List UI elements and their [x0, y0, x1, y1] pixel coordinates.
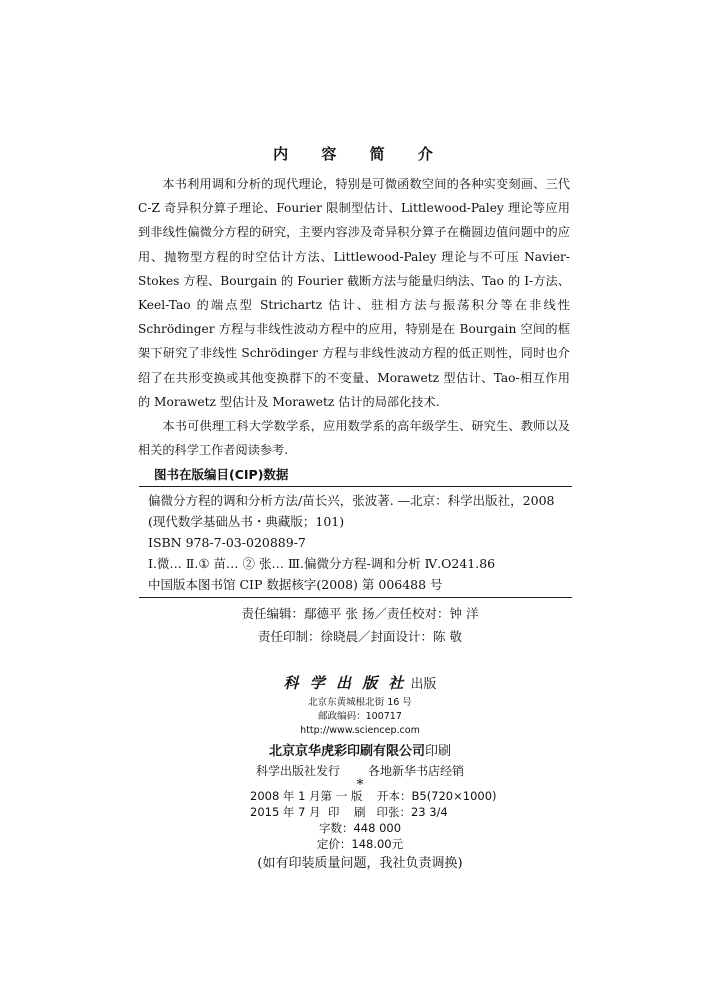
separator-star: * [356, 777, 364, 793]
price: 定价：148.00元 [316, 837, 404, 851]
editors-line-1: 责任编辑：鄢德平 张 扬／责任校对：钟 洋 [241, 606, 479, 621]
publisher-website: http://www.sciencep.com [300, 725, 420, 736]
cip-line-isbn: ISBN 978-7-03-020889-7 [148, 535, 306, 550]
quality-note: (如有印装质量问题，我社负责调换) [257, 856, 463, 871]
publisher-suffix: 出版 [410, 677, 437, 692]
printer-line [0, 742, 720, 762]
printer-name: 北京京华虎彩印刷有限公司 [268, 744, 425, 759]
printer-suffix: 印刷 [425, 744, 452, 759]
publisher-logo: 科 学 出 版 社 [283, 674, 407, 692]
publisher-block [0, 672, 720, 793]
cip-line-title: 偏微分方程的调和分析方法/苗长兴，张波著. —北京：科学出版社，2008 [148, 493, 555, 508]
cip-line-series: (现代数学基础丛书・典藏版；101) [148, 514, 345, 529]
cip-line-classification: Ⅰ.微… Ⅱ.① 苗… ② 张… Ⅲ.偏微分方程-调和分析 Ⅳ.O241.86 [148, 556, 496, 571]
cip-line-record: 中国版本图书馆 CIP 数据核字(2008) 第 006488 号 [148, 577, 443, 592]
cip-block [148, 490, 572, 595]
intro-paragraph-2: 本书可供理工科大学数学系，应用数学系的高年级学生、研究生、教师以及相关的科学工作者阅读参考. [138, 419, 570, 458]
publisher-address: 北京东黄城根北街 16 号 [308, 697, 412, 708]
editors-line-2: 责任印制：徐晓晨／封面设计：陈 敬 [258, 629, 462, 644]
editors-credits [0, 602, 720, 648]
cip-heading: 图书在版编目(CIP)数据 [154, 467, 289, 482]
page-title: 内 容 简 介 [273, 145, 447, 163]
publisher-postcode: 邮政编码：100717 [318, 711, 402, 722]
edition-line-1: 2008 年 1 月第 一 版 开本：B5(720×1000) [250, 789, 497, 803]
publisher-line [0, 672, 720, 696]
introduction [138, 172, 570, 462]
distribution-issuer: 科学出版社发行 [255, 764, 340, 778]
edition-line-2: 2015 年 7 月 印 刷 印张：23 3/4 [250, 805, 448, 819]
price-block [0, 820, 720, 852]
distribution-seller: 各地新华书店经销 [368, 764, 465, 778]
cip-top-rule [139, 486, 572, 487]
edition-info [250, 788, 497, 820]
cip-bottom-rule [139, 597, 572, 598]
intro-paragraph-1: 本书利用调和分析的现代理论，特别是可微函数空间的各种实变刻画、三代 C-Z 奇异积分算子理论、Fourier 限制型估计、Littlewood-Paley 理论等应用到非线性偏微分方程的研究，主要内容涉及奇异积分算子在椭圆边值问题中的应用、抛物型方程的时空估计方法、Littlewood-Paley 理论与不可压 Navier-Stokes 方程、Bourgain 的 Fourier 截断方法与能量归纳法、Tao 的 I-方法、Keel-Tao 的端点型 Strichartz 估计、驻相方法与振荡积分等在非线性 Schrödinger 方程与非线性波动方程中的应用，特别是在 Bourgain 空间的框架下研究了非线性 Schrödinger 方程与非线性波动方程的低正则性，同时也介绍了在共形变换或其他变换群下的不变量、Morawetz 型估计、Tao-相互作用的 Morawetz 型估计及 Morawetz 估计的局部化技术. [138, 177, 570, 409]
word-count: 字数：448 000 [318, 821, 402, 835]
